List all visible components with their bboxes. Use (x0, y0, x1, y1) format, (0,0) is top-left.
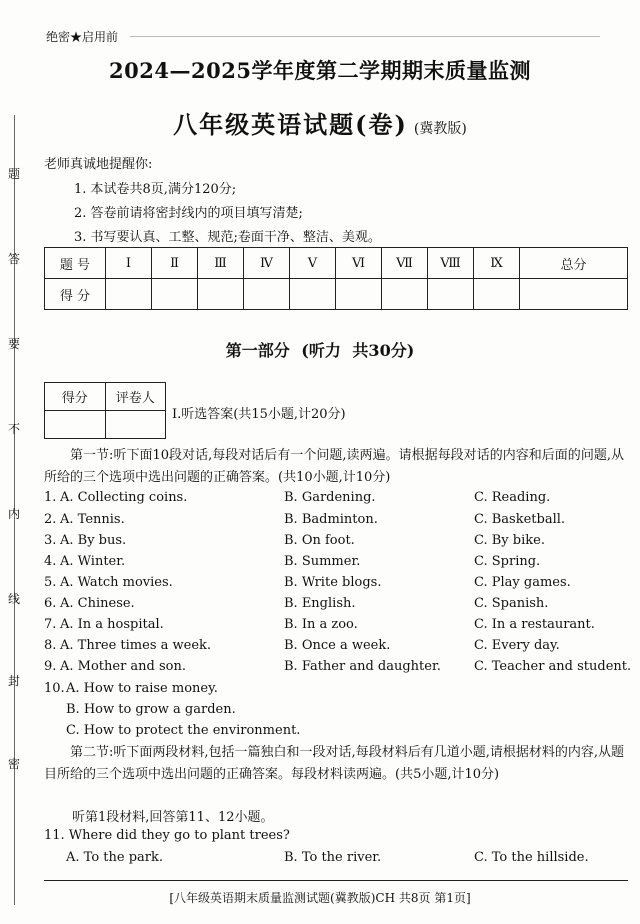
score-cell (198, 279, 244, 310)
option-c: C. By bike. (474, 533, 545, 548)
score-table-row-label: 得 分 (45, 279, 106, 310)
section2-instructions: 第二节:听下面两段材料,包括一篇独白和一段对话,每段材料后有几道小题,请根据材料的内容,从题目所给的三个选项中选出问题的正确答案。每段材料读两遍。(共5小题,计10分) (44, 745, 624, 782)
margin-char: 答 (7, 252, 20, 266)
margin-char: 封 (7, 674, 20, 688)
option-a: A. Tennis. (60, 512, 125, 527)
question-number: 6. (44, 596, 57, 611)
score-table-col: Ⅴ (290, 248, 336, 279)
material-instruction: 听第1段材料,回答第11、12小题。 (72, 810, 274, 825)
question-number: 2. (44, 512, 57, 527)
option-c: C. Basketball. (474, 512, 566, 527)
option-b: B. How to grow a garden. (66, 702, 236, 717)
score-cell (382, 279, 428, 310)
option-b: B. Gardening. (284, 490, 376, 505)
margin-char: 题 (7, 167, 20, 181)
score-cell (474, 279, 520, 310)
margin-char: 不 (7, 422, 20, 436)
option-a: A. Watch movies. (60, 575, 173, 590)
score-table-col: Ⅲ (198, 248, 244, 279)
option-a: A. Mother and son. (60, 659, 187, 674)
score-table-col: Ⅳ (244, 248, 290, 279)
margin-char: 要 (7, 337, 20, 351)
grader-name-label: 评卷人 (105, 383, 166, 411)
grader-name-cell (105, 411, 166, 439)
option-c: C. Spanish. (474, 596, 549, 611)
score-cell (336, 279, 382, 310)
option-b: B. Badminton. (284, 512, 378, 527)
score-table-col: I (106, 248, 152, 279)
option-b: B. Once a week. (284, 638, 391, 653)
option-a: A. Chinese. (60, 596, 135, 611)
page-footer: [八年级英语期末质量监测试题(冀教版)CH 共8页 第1页] (169, 891, 471, 905)
score-table-score-row (45, 279, 628, 310)
margin-char: 线 (7, 592, 20, 606)
option-a: A. How to raise money. (66, 681, 218, 696)
option-c: C. To the hillside. (474, 850, 589, 865)
question-number: 8. (44, 638, 57, 653)
score-table-col-total: 总分 (520, 248, 628, 279)
question-number: 4. (44, 554, 57, 569)
score-table-col: Ⅸ (474, 248, 520, 279)
option-a: A. Winter. (60, 554, 126, 569)
score-cell (428, 279, 474, 310)
subtitle-edition: (冀教版) (413, 121, 467, 137)
score-cell (106, 279, 152, 310)
confidential-note: 绝密★启用前 (46, 30, 119, 44)
option-c: C. How to protect the environment. (66, 723, 301, 738)
score-table-col: Ⅶ (382, 248, 428, 279)
option-b: B. To the river. (284, 850, 382, 865)
score-cell (290, 279, 336, 310)
question-number: 9. (44, 659, 57, 674)
question-number: 10. (44, 681, 65, 696)
reminder-item: 2. 答卷前请将密封线内的项目填写清楚; (74, 206, 303, 221)
score-table-col: Ⅵ (336, 248, 382, 279)
score-table-header-row (45, 248, 628, 279)
exam-title: 2024—2025学年度第二学期期末质量监测 (109, 58, 531, 83)
option-a: A. In a hospital. (60, 617, 164, 632)
score-table (44, 247, 628, 310)
grader-score-cell (45, 411, 106, 439)
question-number: 7. (44, 617, 57, 632)
question-number: 5. (44, 575, 57, 590)
score-cell-total (520, 279, 628, 310)
score-table-col: Ⅱ (152, 248, 198, 279)
score-cell (152, 279, 198, 310)
score-cell (244, 279, 290, 310)
score-table-row-label: 题 号 (45, 248, 106, 279)
part-title: I.听选答案(共15小题,计20分) (172, 407, 346, 422)
option-b: B. On foot. (284, 533, 355, 548)
option-c: C. Play games. (474, 575, 571, 590)
reminder-heading: 老师真诚地提醒你: (44, 157, 153, 172)
footer-rule (44, 880, 628, 881)
question-number: 3. (44, 533, 57, 548)
option-b: B. Summer. (284, 554, 361, 569)
option-b: B. Father and daughter. (284, 659, 441, 674)
grader-score-label: 得分 (45, 383, 106, 411)
reminder-item: 3. 书写要认真、工整、规范;卷面干净、整洁、美观。 (74, 230, 381, 245)
grader-table (44, 382, 166, 439)
option-c: C. Reading. (474, 490, 551, 505)
section1-instructions: 第一节:听下面10段对话,每段对话后有一个问题,读两遍。请根据每段对话的内容和后面的问题,从所给的三个选项中选出问题的正确答案。(共10小题,计10分) (44, 448, 624, 485)
subtitle-text: 八年级英语试题(卷) (173, 110, 408, 139)
option-a: A. By bus. (60, 533, 127, 548)
margin-char: 内 (7, 507, 20, 521)
option-c: C. Every day. (474, 638, 560, 653)
score-table-col: Ⅷ (428, 248, 474, 279)
exam-subtitle (0, 105, 640, 140)
option-c: C. Spring. (474, 554, 541, 569)
header-rule (130, 36, 600, 37)
reminder-item: 1. 本试卷共8页,满分120分; (74, 182, 237, 197)
option-a: A. Three times a week. (60, 638, 212, 653)
question-stem: 11. Where did they go to plant trees? (44, 828, 290, 843)
question-number: 1. (44, 490, 57, 505)
option-a: A. To the park. (66, 850, 163, 865)
margin-char: 密 (7, 757, 20, 771)
option-b: B. English. (284, 596, 356, 611)
option-c: C. In a restaurant. (474, 617, 595, 632)
option-b: B. Write blogs. (284, 575, 382, 590)
option-a: A. Collecting coins. (60, 490, 188, 505)
section-title: 第一部分 (听力 共30分) (225, 341, 415, 360)
option-b: B. In a zoo. (284, 617, 358, 632)
option-c: C. Teacher and student. (474, 659, 632, 674)
